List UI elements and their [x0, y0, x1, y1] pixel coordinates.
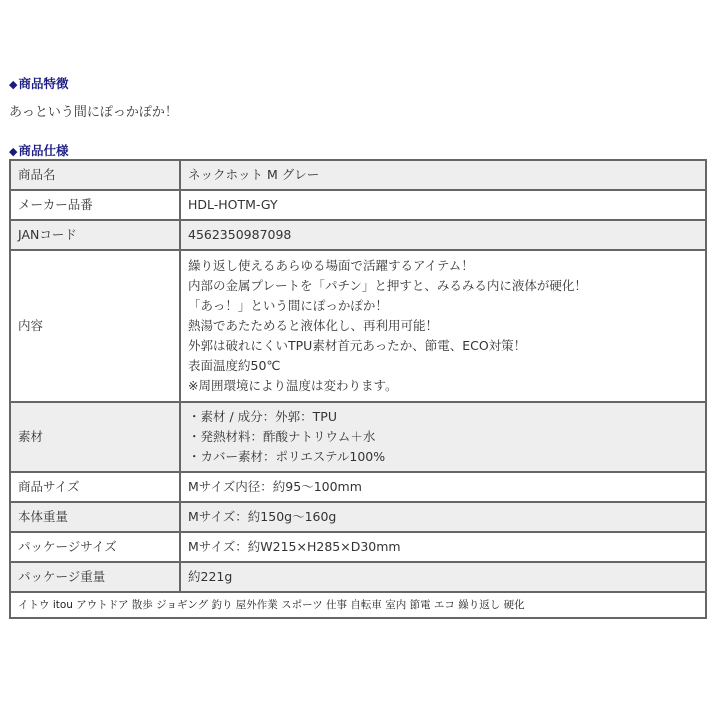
table-row-jan-code [10, 220, 706, 250]
table-row-contents [10, 250, 706, 402]
row-label: メーカー品番 [10, 190, 180, 220]
table-row-body-weight [10, 502, 706, 532]
features-heading-label: 商品特徴 [18, 76, 69, 91]
row-label: 素材 [10, 402, 180, 472]
material-line: ・発熱材料：酢酸ナトリウム＋水 [188, 429, 376, 444]
row-label: 商品名 [10, 160, 180, 190]
row-value: Mサイズ：約W215×H285×D30mm [180, 532, 706, 562]
row-value [180, 402, 706, 472]
spec-heading [9, 141, 68, 159]
spec-table [9, 159, 707, 619]
table-row-keywords [10, 592, 706, 618]
row-value: 約221g [180, 562, 706, 592]
row-label: パッケージ重量 [10, 562, 180, 592]
row-value: 4562350987098 [180, 220, 706, 250]
table-row-package-size [10, 532, 706, 562]
diamond-icon: ◆ [9, 78, 18, 91]
table-row-product-name [10, 160, 706, 190]
features-text: あっという間にぽっかぽか！ [9, 105, 178, 120]
row-value: ネックホット M グレー [180, 160, 706, 190]
row-value [180, 250, 706, 402]
features-heading [9, 74, 68, 92]
keywords-text: イトウ itou アウトドア 散歩 ジョギング 釣り 屋外作業 スポーツ 仕事 自転車 室内 節電 エコ 繰り返し 硬化 [10, 592, 706, 618]
content-line: 表面温度約50℃ [188, 358, 281, 373]
material-line: ・素材 / 成分：外郭：TPU [188, 409, 337, 424]
row-value: Mサイズ：約150g～160g [180, 502, 706, 532]
content-line: 外郭は破れにくいTPU素材首元あったか、節電、ECO対策！ [188, 338, 527, 353]
material-line: ・カバー素材：ポリエステル100% [188, 449, 386, 464]
row-value: HDL-HOTM-GY [180, 190, 706, 220]
content-line: ※周囲環境により温度は変わります。 [188, 378, 398, 393]
row-label: パッケージサイズ [10, 532, 180, 562]
content-line: 「あっ！」という間にぽっかぽか！ [188, 298, 388, 313]
table-row-material [10, 402, 706, 472]
table-row-maker-code [10, 190, 706, 220]
diamond-icon: ◆ [9, 145, 18, 158]
spec-heading-label: 商品仕様 [18, 143, 69, 158]
content-line: 繰り返し使えるあらゆる場面で活躍するアイテム！ [188, 258, 474, 273]
content-line: 熱湯であたためると液体化し、再利用可能！ [188, 318, 439, 333]
row-value: Mサイズ内径：約95～100mm [180, 472, 706, 502]
row-label: JANコード [10, 220, 180, 250]
row-label: 内容 [10, 250, 180, 402]
table-row-product-size [10, 472, 706, 502]
row-label: 本体重量 [10, 502, 180, 532]
row-label: 商品サイズ [10, 472, 180, 502]
content-line: 内部の金属プレートを「パチン」と押すと、みるみる内に液体が硬化！ [188, 278, 587, 293]
table-row-package-weight [10, 562, 706, 592]
